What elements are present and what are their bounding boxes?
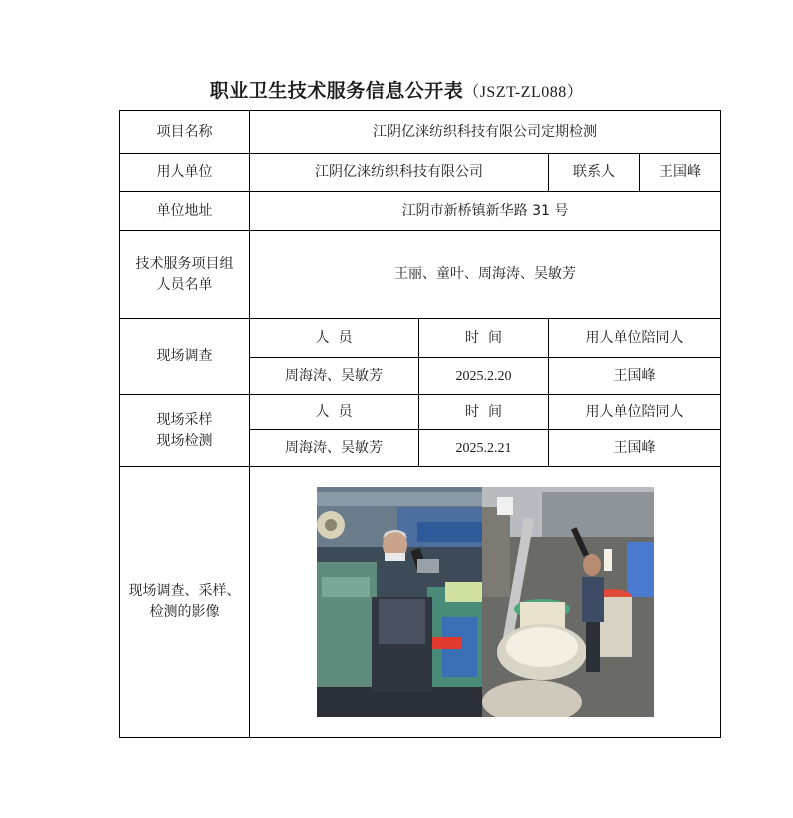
survey-header-time: 时 间 xyxy=(419,319,549,358)
table-row xyxy=(120,231,721,319)
images-label-line1: 现场调查、采样、 xyxy=(128,583,241,599)
sampling-header-time: 时 间 xyxy=(419,395,549,430)
site-photo-2 xyxy=(482,487,654,717)
sampling-people: 周海涛、吴敏芳 xyxy=(250,430,419,467)
sampling-label-line1: 现场采样 xyxy=(156,411,213,428)
team-label-line1: 技术服务项目组 xyxy=(135,255,234,272)
survey-time: 2025.2.20 xyxy=(419,358,549,395)
team-label xyxy=(120,231,250,319)
table-row xyxy=(120,395,721,430)
title-text: 职业卫生技术服务信息公开表 xyxy=(209,80,464,102)
sampling-accompany: 王国峰 xyxy=(549,430,721,467)
images-label-line2: 检测的影像 xyxy=(149,604,220,620)
table-row xyxy=(120,111,721,154)
sampling-label-line2: 现场检测 xyxy=(156,432,213,449)
sampling-label xyxy=(120,395,250,467)
survey-label: 现场调查 xyxy=(120,319,250,395)
info-table xyxy=(119,110,721,738)
images-label xyxy=(120,467,250,738)
photo-container xyxy=(254,487,716,717)
sampling-time: 2025.2.21 xyxy=(419,430,549,467)
table-row xyxy=(120,192,721,231)
sampling-header-accompany: 用人单位陪同人 xyxy=(549,395,721,430)
table-row xyxy=(120,154,721,192)
sampling-header-people: 人 员 xyxy=(250,395,419,430)
survey-header-people: 人 员 xyxy=(250,319,419,358)
project-label: 项目名称 xyxy=(120,111,250,154)
address-label: 单位地址 xyxy=(120,192,250,231)
survey-people: 周海涛、吴敏芳 xyxy=(250,358,419,395)
survey-accompany: 王国峰 xyxy=(549,358,721,395)
team-label-line2: 人员名单 xyxy=(156,276,213,293)
table-row xyxy=(120,467,721,738)
team-value: 王丽、童叶、周海涛、吴敏芳 xyxy=(250,231,721,319)
site-photo-1 xyxy=(317,487,482,717)
survey-header-accompany: 用人单位陪同人 xyxy=(549,319,721,358)
employer-value: 江阴亿涞纺织科技有限公司 xyxy=(250,154,549,192)
address-value: 江阴市新桥镇新华路 31 号 xyxy=(250,192,721,231)
page-title xyxy=(0,76,793,103)
employer-label: 用人单位 xyxy=(120,154,250,192)
photo-strip xyxy=(317,487,654,717)
contact-label: 联系人 xyxy=(549,154,640,192)
contact-value: 王国峰 xyxy=(640,154,721,192)
images-cell xyxy=(250,467,721,738)
doc-code: （JSZT-ZL088） xyxy=(463,84,584,101)
project-value: 江阴亿涞纺织科技有限公司定期检测 xyxy=(250,111,721,154)
table-row xyxy=(120,319,721,358)
